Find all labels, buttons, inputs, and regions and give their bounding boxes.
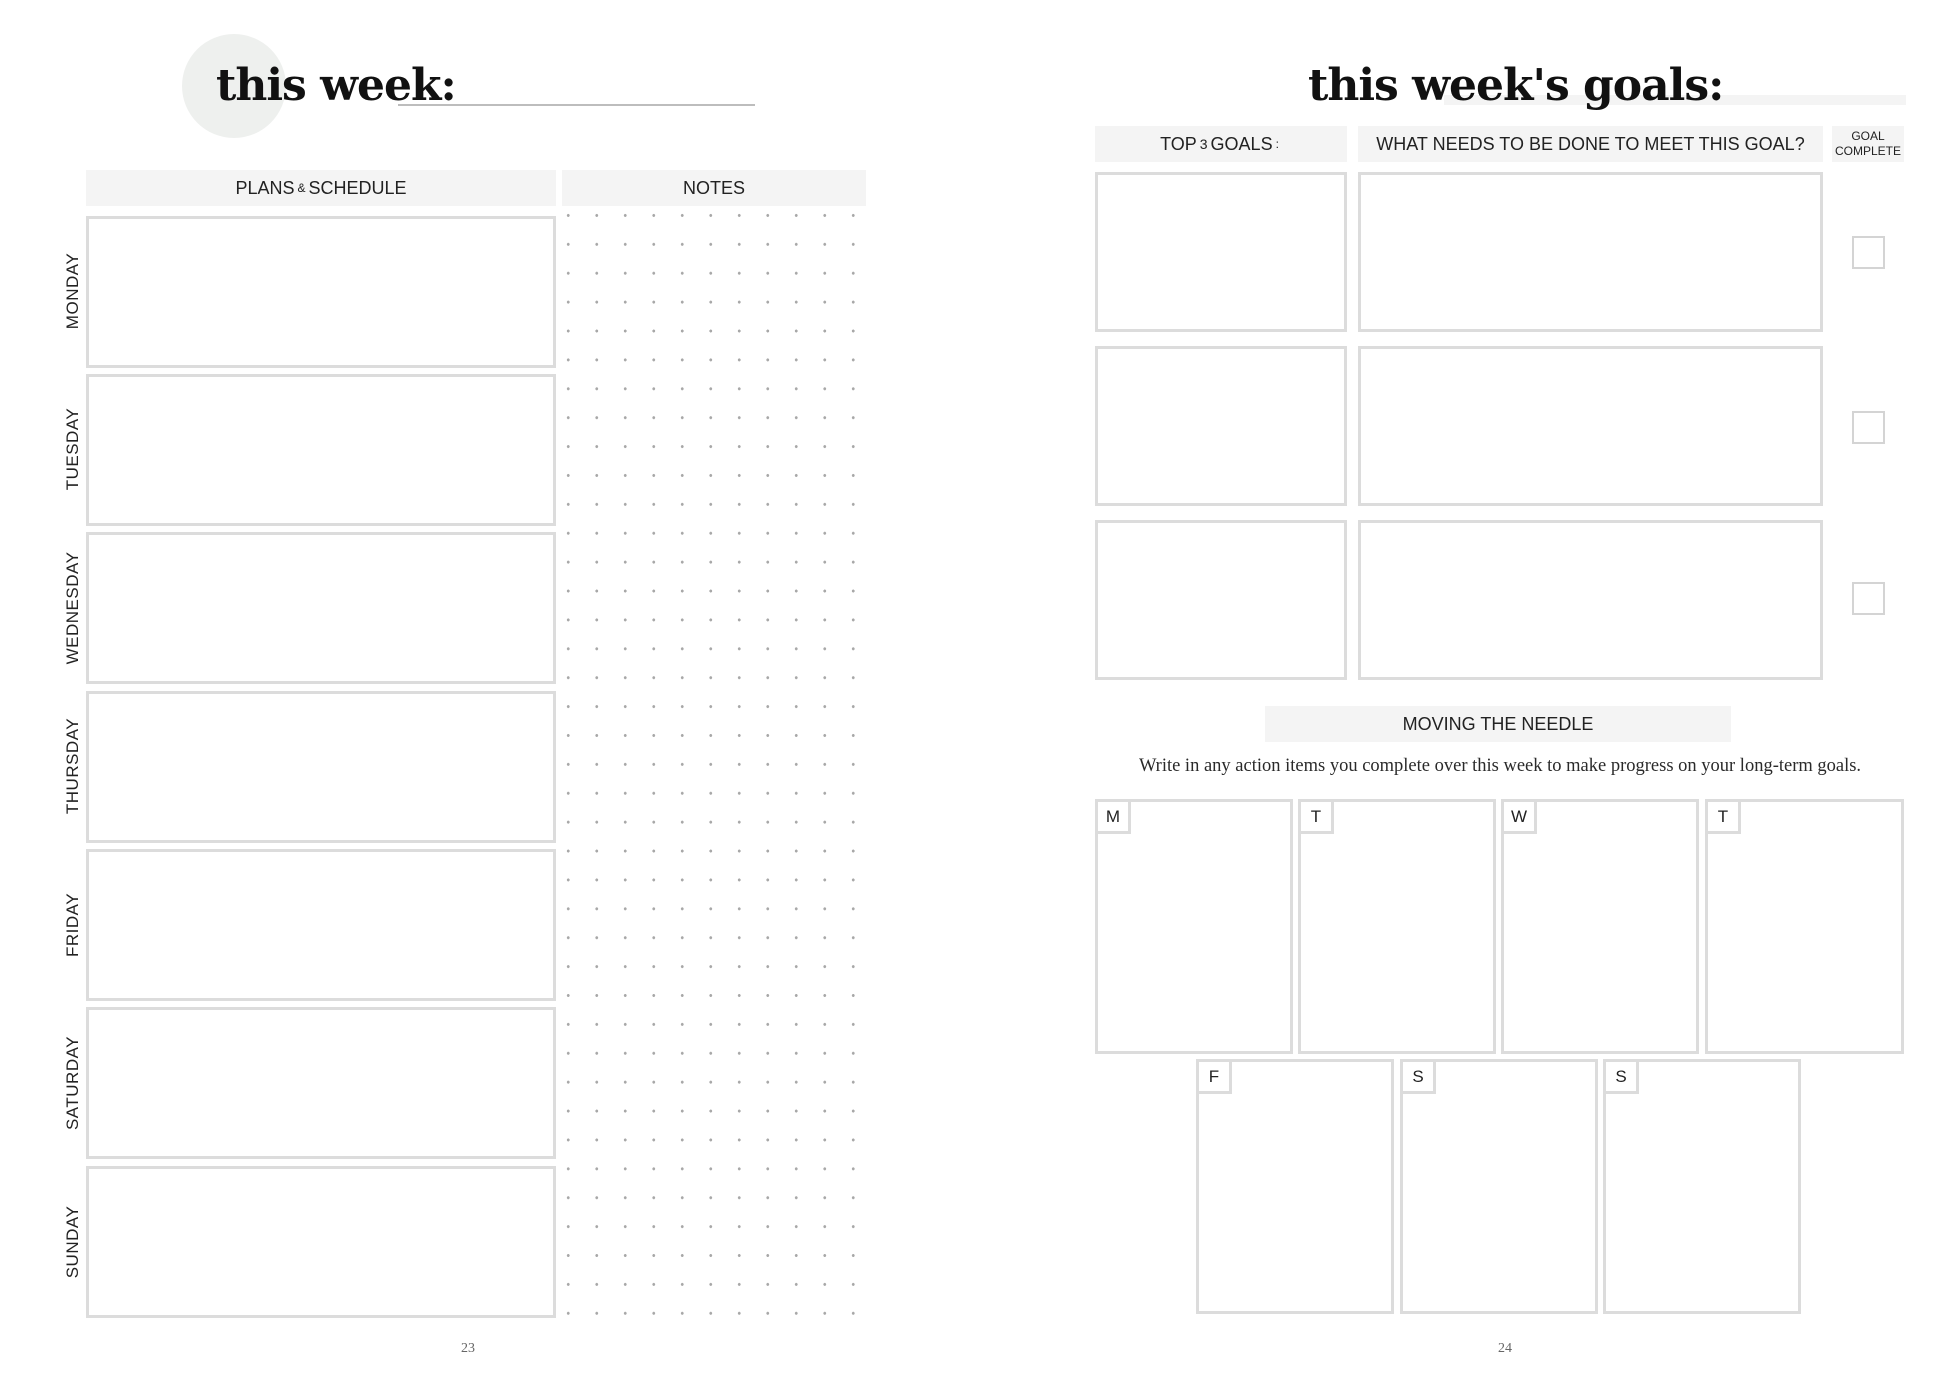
notes-dot-grid[interactable] [554,201,870,1318]
needle-day-box-tuesday[interactable] [1298,799,1496,1054]
goal-complete-checkbox-2[interactable] [1852,411,1885,444]
day-letter-tag: T [1301,802,1334,834]
day-box-saturday[interactable] [86,1007,556,1159]
day-label-thursday-text: THURSDAY [63,717,82,815]
goal-action-box-2[interactable] [1358,346,1823,506]
what-needs-header: WHAT NEEDS TO BE DONE TO MEET THIS GOAL? [1358,126,1823,162]
complete-label: COMPLETE [1834,144,1901,158]
goal-box-1[interactable] [1095,172,1347,332]
goal-complete-checkbox-1[interactable] [1852,236,1885,269]
plans-schedule-header [86,170,556,206]
schedule-label: SCHEDULE [308,177,407,198]
day-letter-tag: S [1403,1062,1436,1094]
top-label: TOP [1160,133,1197,154]
needle-day-box-sunday[interactable] [1603,1059,1801,1314]
page-number-right: 24 [1498,1341,1512,1356]
day-label-saturday-text: SATURDAY [63,1035,82,1131]
day-label-friday-text: FRIDAY [63,892,82,958]
day-box-tuesday[interactable] [86,374,556,526]
page-title-goals: this week's goals: [1308,60,1724,111]
page-number-left: 23 [461,1341,475,1356]
needle-day-box-monday[interactable] [1095,799,1293,1054]
goal-action-box-1[interactable] [1358,172,1823,332]
moving-the-needle-header: MOVING THE NEEDLE [1265,706,1731,742]
plans-ampersand: & [297,181,306,195]
day-box-friday[interactable] [86,849,556,1001]
top-goals-number: 3 [1199,136,1208,152]
day-box-wednesday[interactable] [86,532,556,684]
page-title-this-week: this week: [216,60,456,111]
day-label-sunday-text: SUNDAY [63,1205,82,1279]
goals-colon: : [1275,137,1279,151]
day-box-thursday[interactable] [86,691,556,843]
goal-box-2[interactable] [1095,346,1347,506]
goal-complete-header [1832,126,1904,162]
moving-the-needle-instructions: Write in any action items you complete over this week to make progress on your long-term goals. [1138,756,1862,776]
day-label-tuesday-text: TUESDAY [63,407,82,491]
goal-complete-checkbox-3[interactable] [1852,582,1885,615]
day-label-monday-text: MONDAY [63,252,82,330]
day-box-sunday[interactable] [86,1166,556,1318]
goal-action-box-3[interactable] [1358,520,1823,680]
day-letter-tag: T [1708,802,1741,834]
goal-box-3[interactable] [1095,520,1347,680]
day-letter-tag: F [1199,1062,1232,1094]
day-label-wednesday-text: WEDNESDAY [63,551,82,665]
goals-label: GOALS [1210,133,1273,154]
day-letter-tag: M [1098,802,1131,834]
day-box-monday[interactable] [86,216,556,368]
notes-header: NOTES [562,170,866,206]
needle-day-box-wednesday[interactable] [1501,799,1699,1054]
needle-day-box-saturday[interactable] [1400,1059,1598,1314]
needle-day-box-thursday[interactable] [1705,799,1904,1054]
day-letter-tag: S [1606,1062,1639,1094]
needle-day-box-friday[interactable] [1196,1059,1394,1314]
week-date-input-line[interactable] [398,102,755,106]
day-letter-tag: W [1504,802,1537,834]
goal-label: GOAL [1851,129,1885,143]
plans-label: PLANS [235,177,295,198]
top-goals-header [1095,126,1347,162]
